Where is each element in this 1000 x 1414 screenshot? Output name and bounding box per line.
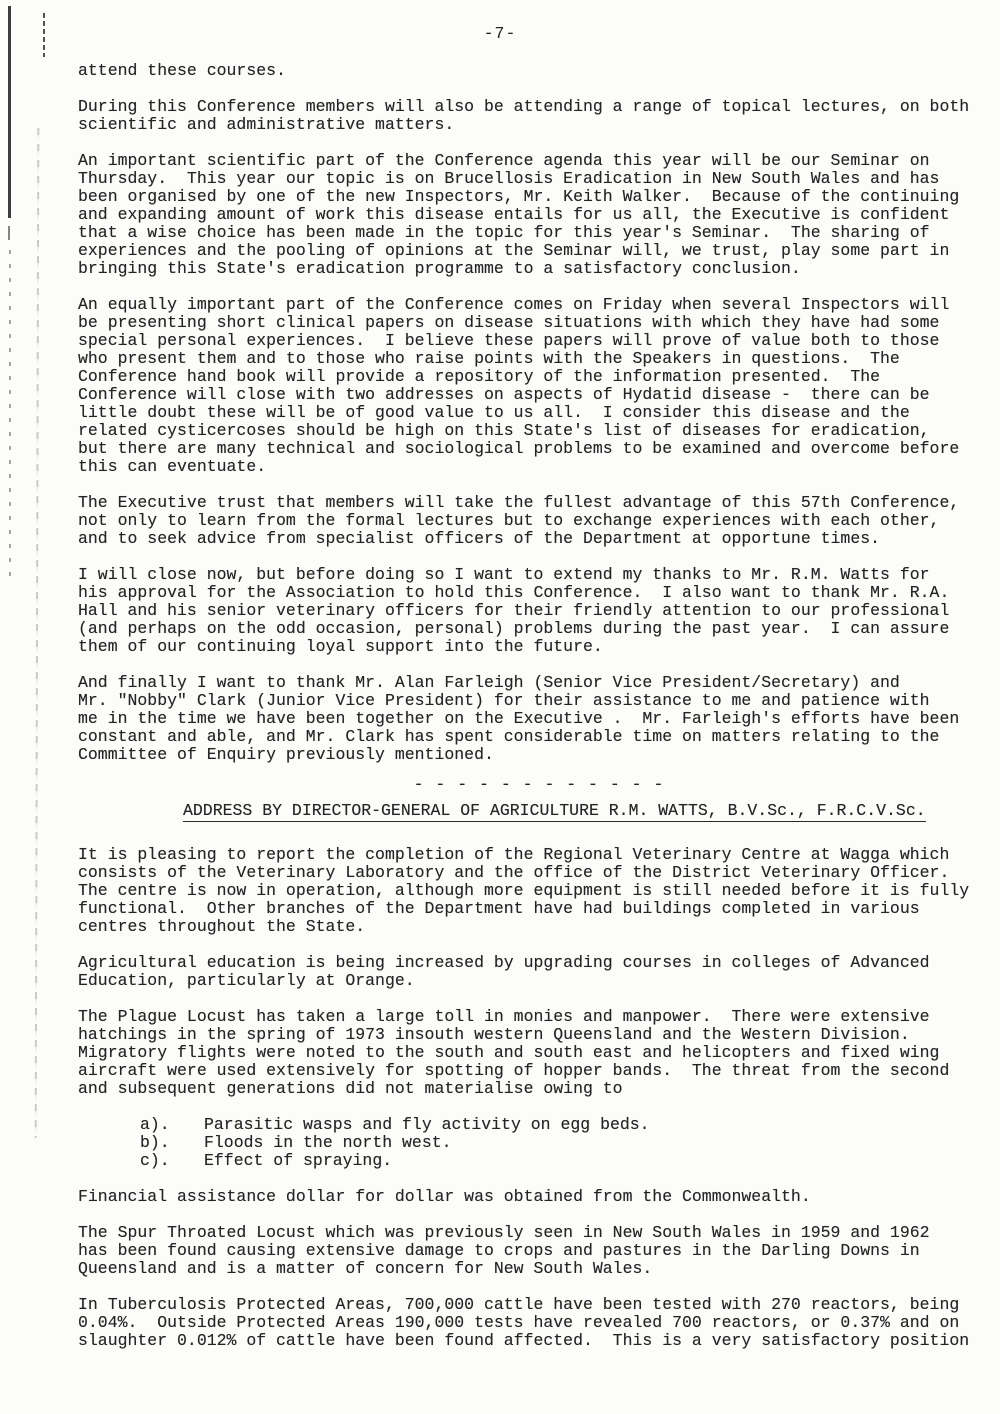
list-item-label: b). <box>140 1133 170 1152</box>
section-heading-text: ADDRESS BY DIRECTOR-GENERAL OF AGRICULTURE R.M. WATTS, B.V.Sc., F.R.C.V.Sc. <box>183 801 926 820</box>
text-line: An equally important part of the Conference comes on Friday when several Inspectors will <box>78 295 950 314</box>
text-line: that a wise choice has been made in the topic for this year's Seminar. The sharing of <box>78 223 930 242</box>
paragraph <box>78 62 1000 80</box>
text-line: Agricultural education is being increased by upgrading courses in colleges of Advanced <box>78 953 930 972</box>
text-line: Mr. "Nobby" Clark (Junior Vice President) for their assistance to me and patience with <box>78 691 930 710</box>
text-line: them of our continuing loyal support into the future. <box>78 637 603 656</box>
paragraph <box>78 566 1000 656</box>
text-line: It is pleasing to report the completion of the Regional Veterinary Centre at Wagga which <box>78 845 950 864</box>
text-line: not only to learn from the formal lectures but to exchange experiences with each other, <box>78 511 940 530</box>
list-item-text: Effect of spraying. <box>204 1151 393 1170</box>
text-line: this can eventuate. <box>78 457 267 476</box>
text-line: Financial assistance dollar for dollar was obtained from the Commonwealth. <box>78 1187 811 1206</box>
text-line: bringing this State's eradication programme to a satisfactory conclusion. <box>78 259 801 278</box>
text-line: I will close now, but before doing so I want to extend my thanks to Mr. R.M. Watts for <box>78 565 930 584</box>
paragraph <box>78 1296 1000 1350</box>
text-line: centres throughout the State. <box>78 917 366 936</box>
paragraph <box>78 296 1000 476</box>
text-line: Conference hand book will provide a repository of the information presented. The <box>78 367 881 386</box>
text-line: The Spur Throated Locust which was previously seen in New South Wales in 1959 and 1962 <box>78 1223 930 1242</box>
text-line: The Plague Locust has taken a large toll in monies and manpower. There were extensive <box>78 1007 930 1026</box>
text-line: Committee of Enquiry previously mentioned. <box>78 745 494 764</box>
section-heading <box>78 802 1000 820</box>
list-item-label: c). <box>140 1151 170 1170</box>
text-line: aircraft were used extensively for spotting of hopper bands. The threat from the second <box>78 1061 950 1080</box>
text-line: attend these courses. <box>78 61 286 80</box>
page-number: -7- <box>483 24 517 43</box>
paragraph <box>78 846 1000 936</box>
list-item <box>78 1116 1000 1134</box>
text-line: been organised by one of the new Inspectors, Mr. Keith Walker. Because of the continuing <box>78 187 960 206</box>
text-line: Conference will close with two addresses on aspects of Hydatid disease - there can be <box>78 385 930 404</box>
paragraph <box>78 954 1000 990</box>
text-line: and expanding amount of work this disease entails for us all, the Executive is confident <box>78 205 950 224</box>
scan-artifact-binding-line <box>35 128 39 1138</box>
text-line: 0.04%. Outside Protected Areas 190,000 tests have revealed 700 reactors, or 0.37% and on <box>78 1313 960 1332</box>
text-line: The Executive trust that members will take the fullest advantage of this 57th Conference, <box>78 493 960 512</box>
scan-artifact-left-tick <box>8 226 10 240</box>
text-line: hatchings in the spring of 1973 insouth western Queensland and the Western Division. <box>78 1025 910 1044</box>
text-line: related cysticercoses should be high on this State's list of diseases for eradication, <box>78 421 930 440</box>
paragraph <box>78 494 1000 548</box>
text-line: experiences and the pooling of opinions at the Seminar will, we trust, play some part in <box>78 241 950 260</box>
list-item <box>78 1134 1000 1152</box>
list-item-text: Parasitic wasps and fly activity on egg beds. <box>204 1115 650 1134</box>
text-line: An important scientific part of the Conference agenda this year will be our Seminar on <box>78 151 930 170</box>
text-line: Thursday. This year our topic is on Brucellosis Eradication in New South Wales and has <box>78 169 940 188</box>
text-line: Migratory flights were noted to the south and south east and helicopters and fixed wing <box>78 1043 940 1062</box>
text-line: but there are many technical and sociological problems to be examined and overcome before <box>78 439 960 458</box>
lettered-list <box>78 1116 1000 1170</box>
list-item <box>78 1152 1000 1170</box>
text-line: (and perhaps on the odd occasion, personal) problems during the past year. I can assure <box>78 619 950 638</box>
text-line: Queensland and is a matter of concern for New South Wales. <box>78 1259 653 1278</box>
paragraph <box>78 152 1000 278</box>
text-line: constant and able, and Mr. Clark has spent considerable time on matters relating to the <box>78 727 940 746</box>
text-line: slaughter 0.012% of cattle have been found affected. This is a very satisfactory position <box>78 1331 970 1350</box>
separator-dashes: - - - - - - - - - - - - <box>413 775 665 794</box>
text-line: During this Conference members will also be attending a range of topical lectures, on both <box>78 97 970 116</box>
text-line: his approval for the Association to hold this Conference. I also want to thank Mr. R.A. <box>78 583 950 602</box>
text-line: Hall and his senior veterinary officers for their friendly attention to our professional <box>78 601 950 620</box>
text-line: and subsequent generations did not materialise owing to <box>78 1079 623 1098</box>
text-line: be presenting short clinical papers on disease situations with which they have had some <box>78 313 940 332</box>
text-line: me in the time we have been together on the Executive . Mr. Farleigh's efforts have been <box>78 709 960 728</box>
paragraph <box>78 98 1000 134</box>
scan-artifact-left-dotted-line <box>9 250 11 580</box>
document-body <box>78 62 1000 1368</box>
text-line: and to seek advice from specialist officers of the Department at opportune times. <box>78 529 881 548</box>
paragraph <box>78 1224 1000 1278</box>
paragraph <box>78 1008 1000 1098</box>
text-line: functional. Other branches of the Department have had buildings completed in various <box>78 899 920 918</box>
text-line: special personal experiences. I believe these papers will prove of value both to those <box>78 331 940 350</box>
list-item-text: Floods in the north west. <box>204 1133 452 1152</box>
text-line: scientific and administrative matters. <box>78 115 455 134</box>
paragraph <box>78 674 1000 764</box>
list-item-label: a). <box>140 1115 170 1134</box>
text-line: who present them and to those who raise points with the Speakers in questions. The <box>78 349 900 368</box>
paragraph <box>78 1188 1000 1206</box>
text-line: has been found causing extensive damage to crops and pastures in the Darling Downs in <box>78 1241 920 1260</box>
text-line: consists of the Veterinary Laboratory and the office of the District Veterinary Officer. <box>78 863 950 882</box>
text-line: little doubt these will be of good value to us all. I consider this disease and the <box>78 403 910 422</box>
text-line: Education, particularly at Orange. <box>78 971 415 990</box>
text-line: The centre is now in operation, although more equipment is still needed before it is fully <box>78 881 970 900</box>
text-line: And finally I want to thank Mr. Alan Farleigh (Senior Vice President/Secretary) and <box>78 673 900 692</box>
text-line: In Tuberculosis Protected Areas, 700,000 cattle have been tested with 270 reactors, being <box>78 1295 960 1314</box>
